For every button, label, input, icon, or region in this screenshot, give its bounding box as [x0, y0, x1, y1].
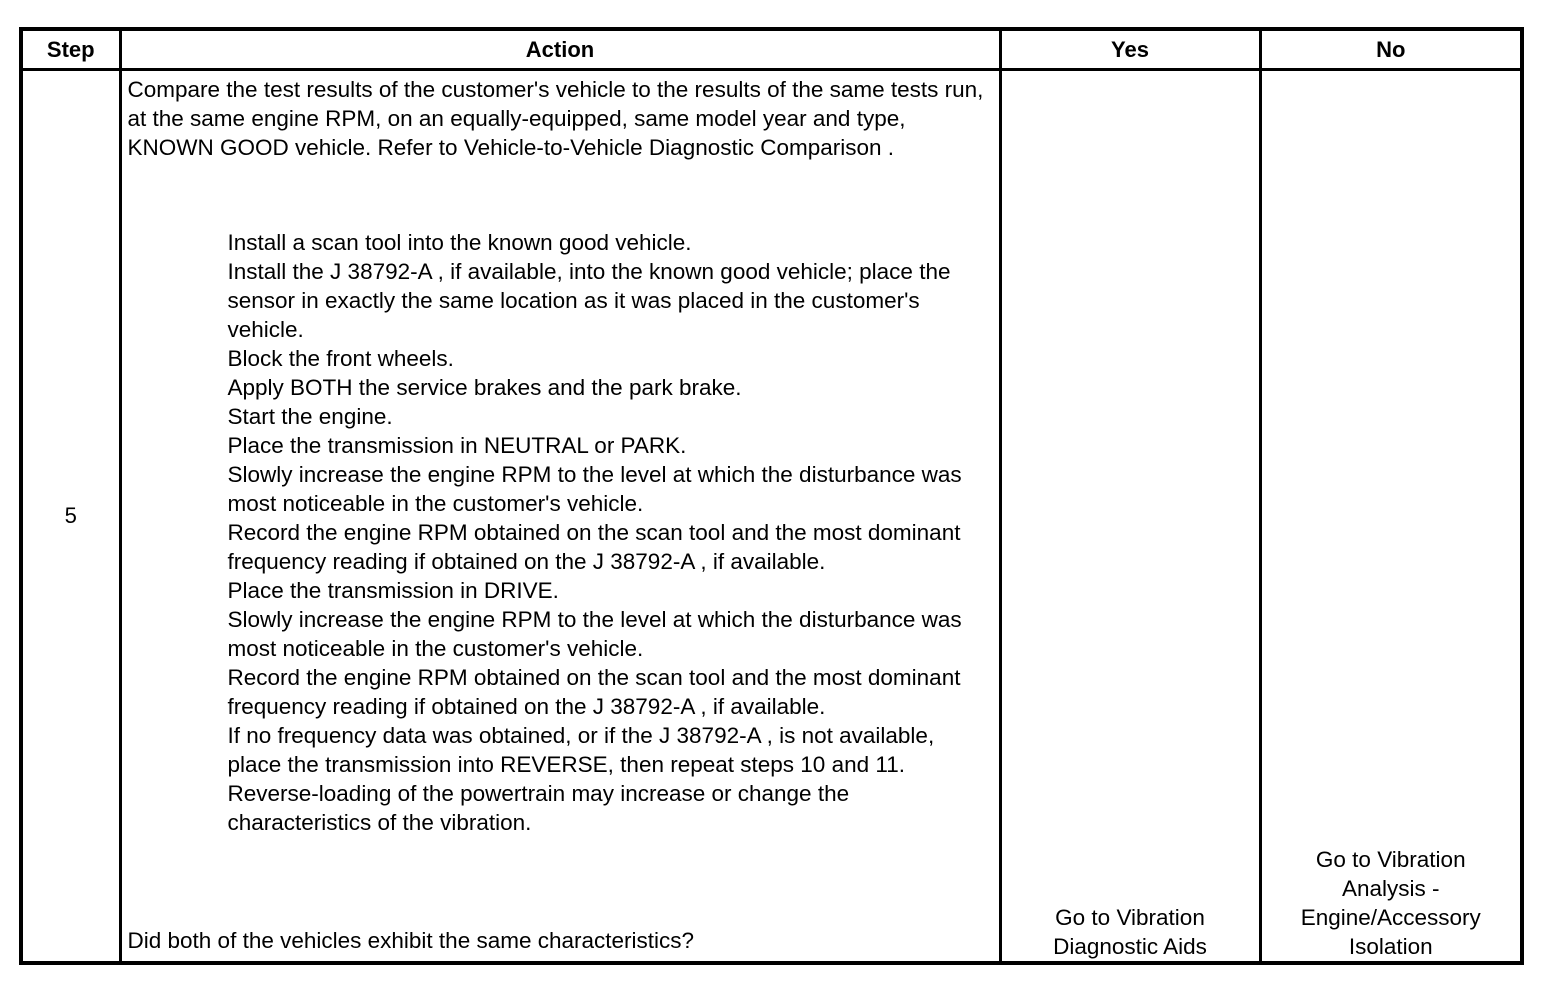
list-item: If no frequency data was obtained, or if the J 38792-A , is not available, place the transmission into REVERSE, then repeat steps 10 and 11. Reverse-loading of the powertrain may increase or change the characteristics of the vibration. — [227, 723, 935, 835]
list-item: Slowly increase the engine RPM to the level at which the disturbance was most noticeable in the customer's vehicle. — [227, 462, 962, 516]
list-item: Place the transmission in DRIVE. — [227, 578, 559, 603]
yes-cell — [1000, 70, 1260, 964]
list-item: Install the J 38792-A , if available, into the known good vehicle; place the sensor in exactly the same location as it was placed in the customer's vehicle. — [227, 259, 951, 342]
action-content — [122, 71, 999, 961]
action-intro: Compare the test results of the customer's vehicle to the results of the same tests run, at the same engine RPM, on an equally-equipped, same model year and type, KNOWN GOOD vehicle. Refer to Vehicle-to-Vehicle Diagnostic Comparison . — [127, 77, 984, 160]
no-header: No — [1260, 29, 1522, 70]
step-number: 5 — [21, 70, 120, 964]
list-item: Apply BOTH the service brakes and the park brake. — [227, 375, 742, 400]
yes-header: Yes — [1000, 29, 1260, 70]
action-question: Did both of the vehicles exhibit the same characteristics? — [127, 928, 695, 953]
list-item: Slowly increase the engine RPM to the level at which the disturbance was most noticeable in the customer's vehicle. — [227, 607, 962, 661]
list-item: Record the engine RPM obtained on the scan tool and the most dominant frequency reading if obtained on the J 38792-A , if available. — [227, 665, 961, 719]
list-item: Place the transmission in NEUTRAL or PARK. — [227, 433, 687, 458]
table-row — [21, 70, 1522, 964]
step-header: Step — [21, 29, 120, 70]
yes-result-text: Go to Vibration Diagnostic Aids — [1053, 905, 1207, 959]
no-result-text: Go to Vibration Analysis - Engine/Accessory Isolation — [1300, 847, 1481, 959]
list-item: Block the front wheels. — [227, 346, 454, 371]
no-cell — [1260, 70, 1522, 964]
action-cell — [120, 70, 1000, 964]
list-item: Record the engine RPM obtained on the scan tool and the most dominant frequency reading if obtained on the J 38792-A , if available. — [227, 520, 961, 574]
diagnostic-table — [19, 27, 1524, 965]
list-item: Start the engine. — [227, 404, 393, 429]
list-item: Install a scan tool into the known good vehicle. — [227, 230, 692, 255]
action-header: Action — [120, 29, 1000, 70]
header-row — [21, 29, 1522, 70]
action-steps-list — [128, 228, 993, 837]
